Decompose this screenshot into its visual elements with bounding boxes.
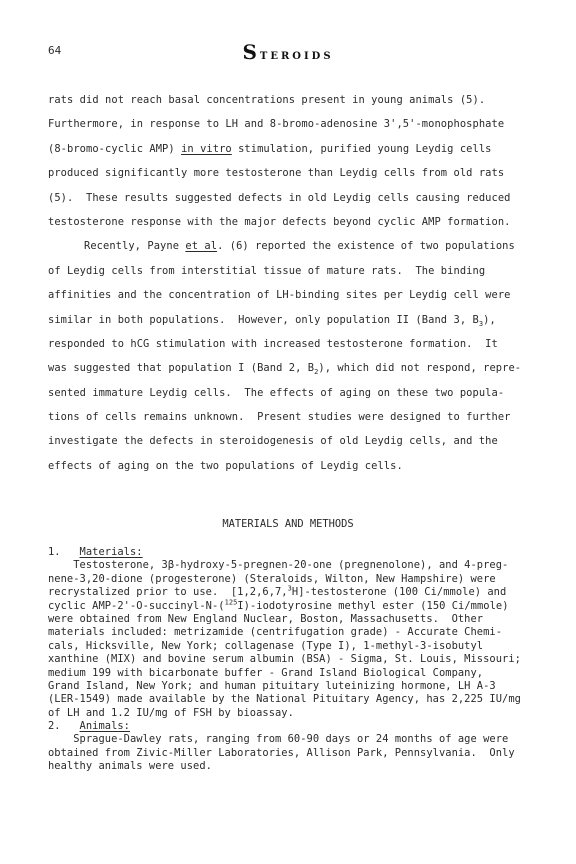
text-line: recrystalized prior to use. [1,2,6,7,$^3$H]-testosterone (100 Ci/mmole) and [48,584,507,599]
text-line: similar in both populations. However, only population II (Band 3, $B_3$), [48,313,496,328]
subsection-heading: 2. Animals: [48,720,130,733]
section-heading: MATERIALS AND METHODS [222,518,354,530]
text-line: responded to hCG stimulation with increased testosterone formation. It [48,337,498,350]
text-line: effects of aging on the two populations of Leydig cells. [48,459,403,472]
methods-text [48,546,548,774]
text-line: sented immature Leydig cells. The effects of aging on these two popula- [48,386,505,399]
text-line: Testosterone, 3β-hydroxy-5-pregnen-20-one (pregnenolone), and 4-preg- [73,559,509,572]
page-header [0,38,576,62]
text-line: was suggested that population I (Band 2, $B_2$), which did not respond, repre- [48,362,522,377]
text-line: materials included: metrizamide (centrifugation grade) - Accurate Chemi- [48,626,503,639]
text-line: of Leydig cells from interstitial tissue of mature rats. The binding [48,264,486,277]
journal-title-rest: TEROIDS [259,51,334,62]
text-line: medium 199 with bicarbonate buffer - Grand Island Biological Company, [48,666,484,679]
text-line: of LH and 1.2 IU/mg of FSH by bioassay. [48,706,294,719]
et-al-emphasis: et al [185,240,218,253]
text-line: cyclic AMP-2'-O-succinyl-N-($^{125}$I)-iodotyrosine methyl ester (150 Ci/mmole) [48,598,509,612]
text-line: were obtained from New England Nuclear, Boston, Massachusetts. Other [48,612,484,625]
in-vitro-emphasis: in vitro [181,142,232,155]
text-line: Recently, Payne et al. (6) reported the existence of two populations [84,240,515,253]
text-line: Sprague-Dawley rats, ranging from 60-90 days or 24 months of age were [73,733,509,746]
text-line: (LER-1549) made available by the National Pituitary Agency, has 2,225 IU/mg [48,693,521,706]
text-line: produced significantly more testosterone than Leydig cells from old rats [48,167,505,180]
text-line: affinities and the concentration of LH-binding sites per Leydig cell were [48,289,511,302]
text-line: cals, Hicksville, New York; collagenase (Type I), 1-methyl-3-isobutyl [48,639,484,652]
journal-title [0,40,576,64]
text-line: testosterone response with the major defects beyond cyclic AMP formation. [48,215,511,228]
introduction-text [48,88,538,478]
text-line: tions of cells remains unknown. Present studies were designed to further [48,411,511,424]
text-line: xanthine (MIX) and bovine serum albumin (BSA) - Sigma, St. Louis, Missouri; [48,653,521,666]
text-line: obtained from Zivic-Miller Laboratories, Allison Park, Pennsylvania. Only [48,746,515,759]
text-line: (5). These results suggested defects in old Leydig cells causing reduced [48,191,511,204]
journal-title-initial: S [242,40,260,64]
text-line: rats did not reach basal concentrations present in young animals (5). [48,94,486,106]
subsection-heading: 1. Materials: [48,546,143,558]
text-line: (8-bromo-cyclic AMP) in vitro stimulation, purified young Leydig cells [48,142,492,155]
page-number: 64 [48,44,62,57]
text-line: nene-3,20-dione (progesterone) (Steraloids, Wilton, New Hampshire) were [48,572,496,585]
text-line: Grand Island, New York; and human pituitary luteinizing hormone, LH A-3 [48,679,496,692]
text-line: healthy animals were used. [48,760,212,773]
text-line: Furthermore, in response to LH and 8-bromo-adenosine 3',5'-monophosphate [48,118,505,131]
text-line: investigate the defects in steroidogenesis of old Leydig cells, and the [48,435,498,448]
